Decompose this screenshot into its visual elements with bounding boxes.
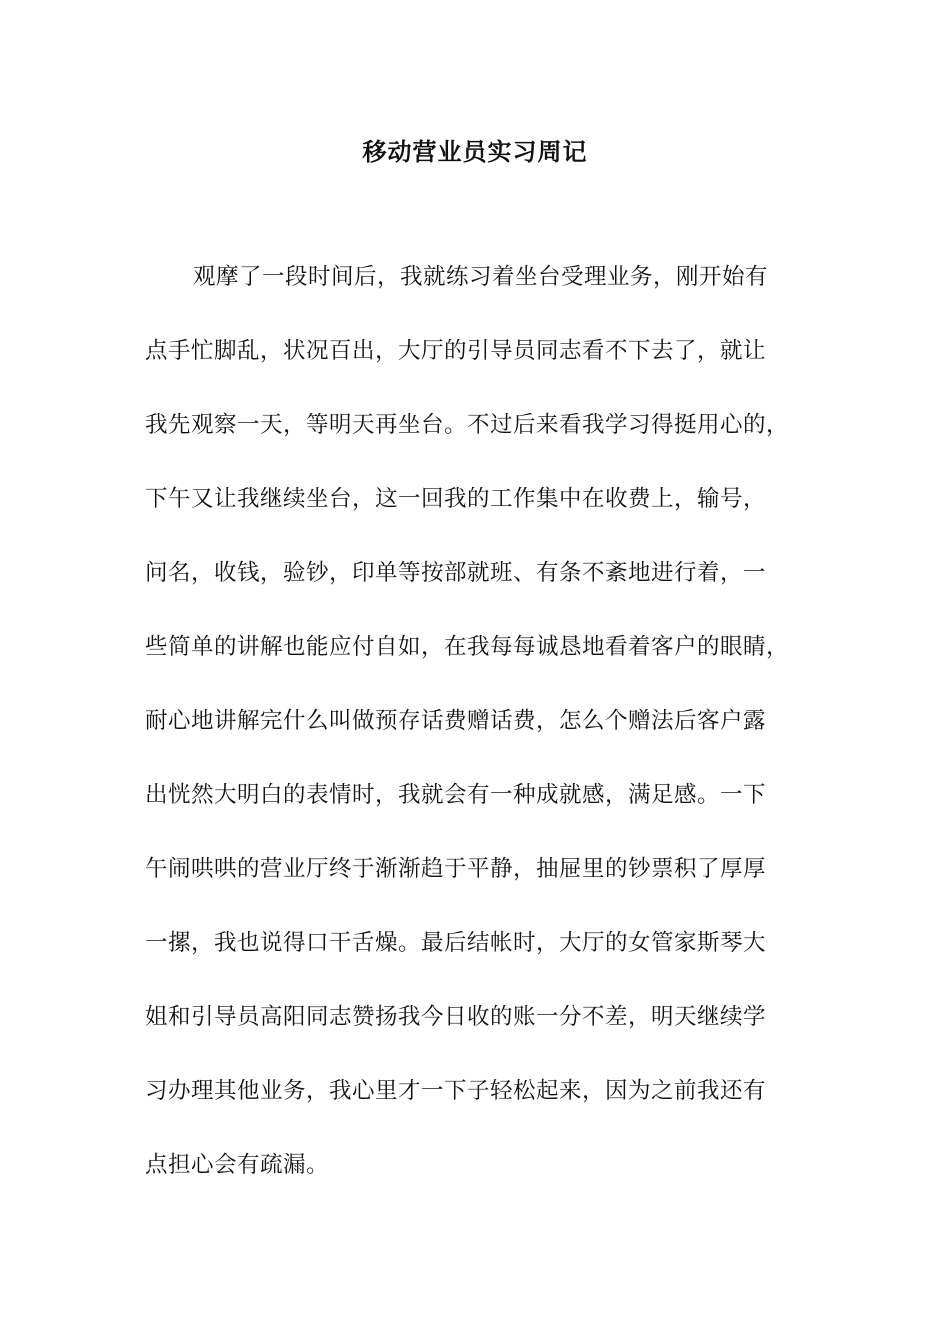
- paragraph-line: 出恍然大明白的表情时，我就会有一种成就感，满足感。一下: [145, 782, 767, 808]
- paragraph-line: 午闹哄哄的营业厅终于渐渐趋于平静，抽屉里的钞票积了厚厚: [145, 856, 767, 882]
- paragraph-line: 些简单的讲解也能应付自如，在我每每诚恳地看着客户的眼睛，: [145, 634, 790, 660]
- paragraph-line: 下午又让我继续坐台，这一回我的工作集中在收费上，输号，: [145, 486, 767, 512]
- paragraph-line: 习办理其他业务，我心里才一下子轻松起来，因为之前我还有: [145, 1078, 767, 1104]
- document-body: [145, 255, 835, 1217]
- paragraph-line: 我先观察一天，等明天再坐台。不过后来看我学习得挺用心的，: [145, 412, 790, 438]
- paragraph-line: 点手忙脚乱，状况百出，大厅的引导员同志看不下去了，就让: [145, 338, 767, 364]
- paragraph-line: 姐和引导员高阳同志赞扬我今日收的账一分不差，明天继续学: [145, 1004, 767, 1030]
- document-title: 移动营业员实习周记: [362, 137, 588, 166]
- paragraph-line: 耐心地讲解完什么叫做预存话费赠话费，怎么个赠法后客户露: [145, 708, 767, 734]
- paragraph-line: 问名，收钱，验钞，印单等按部就班、有条不紊地进行着，一: [145, 560, 767, 586]
- paragraph-line: 一摞，我也说得口干舌燥。最后结帐时，大厅的女管家斯琴大: [145, 930, 767, 956]
- paragraph-line: 观摩了一段时间后，我就练习着坐台受理业务，刚开始有: [193, 264, 769, 290]
- paragraph-line: 点担心会有疏漏。: [145, 1152, 330, 1178]
